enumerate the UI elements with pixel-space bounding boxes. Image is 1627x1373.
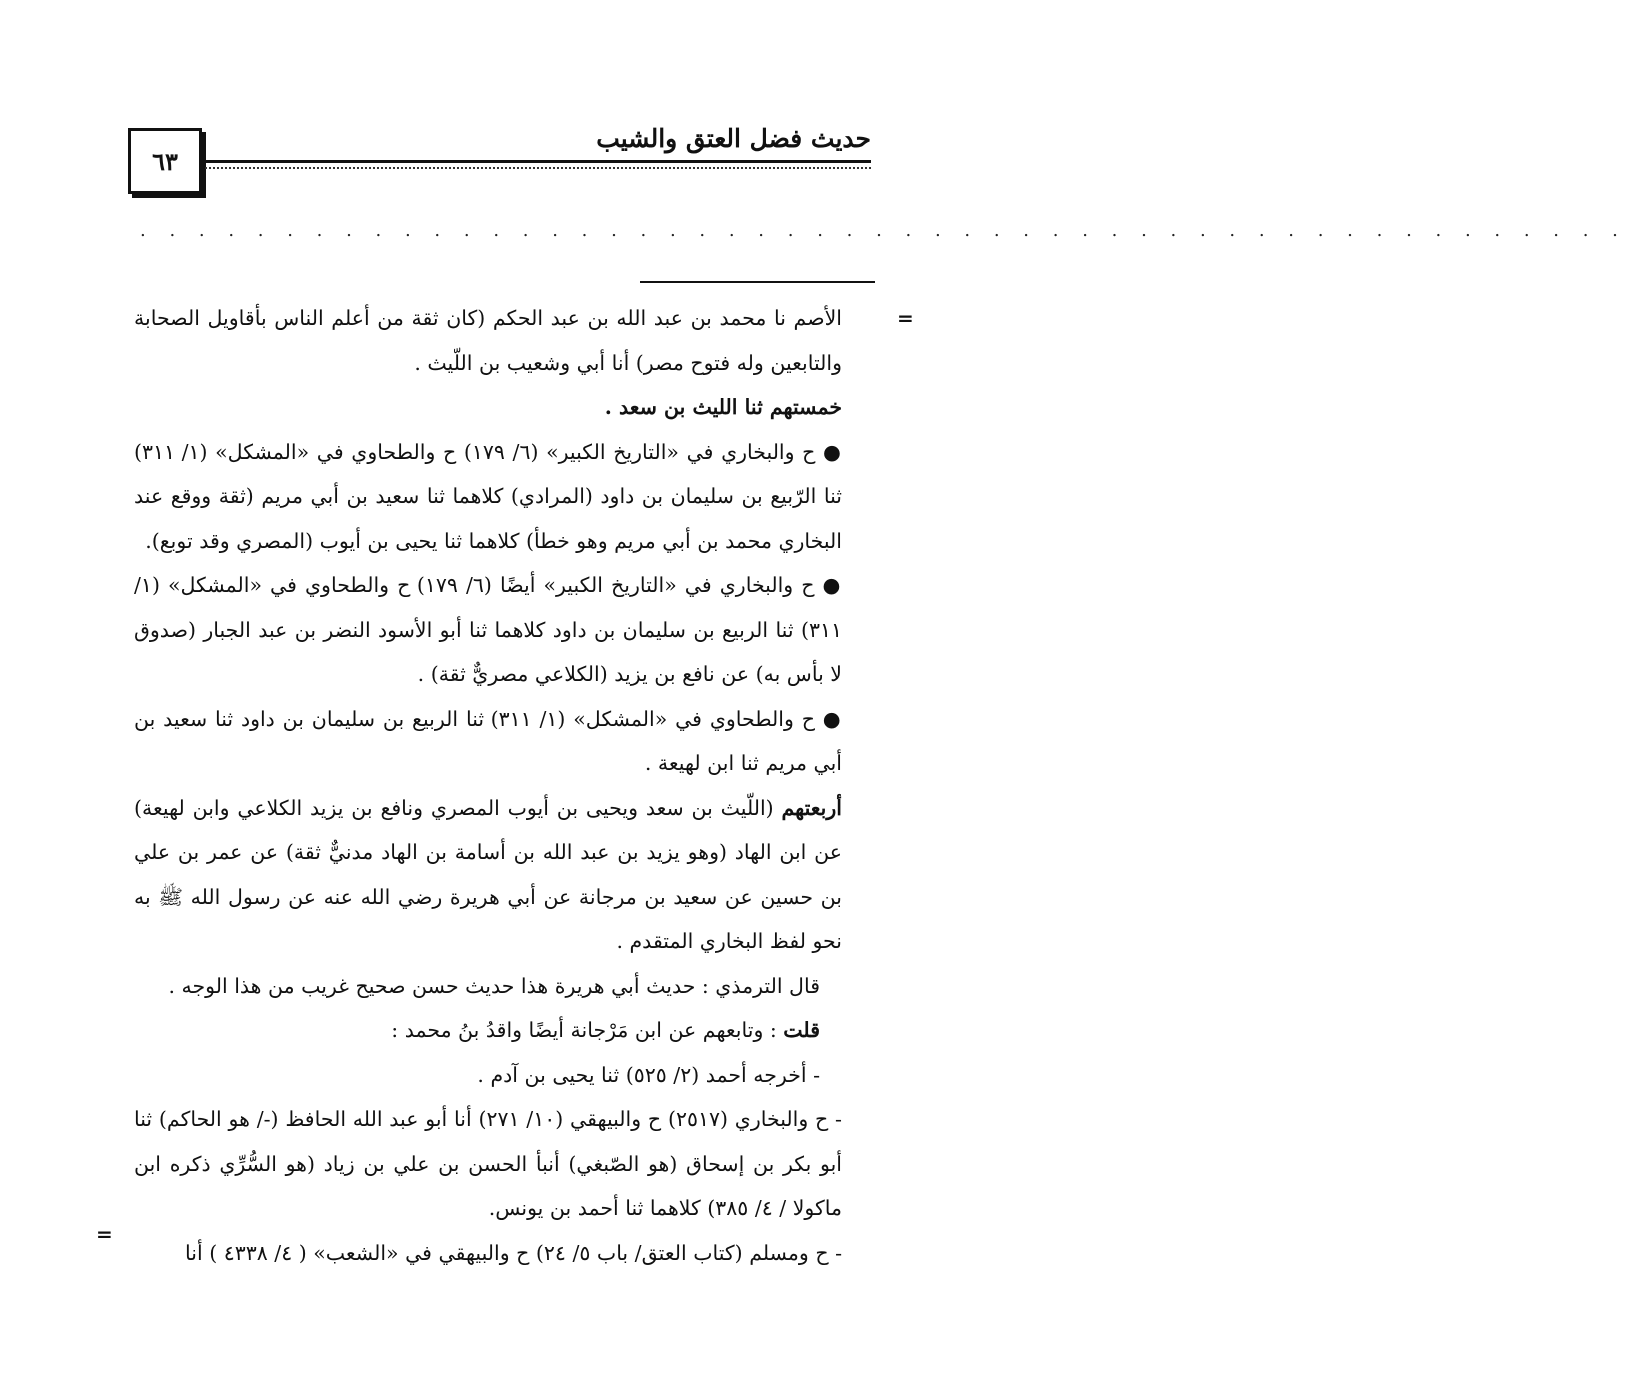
paragraph-text: - ح ومسلم (كتاب العتق/ باب ٥/ ٢٤) ح والبيهقي في «الشعب» ( ٤/ ٤٣٣٨ ) أنا	[185, 1240, 842, 1265]
paragraph	[134, 430, 842, 564]
paragraph-text: قال الترمذي : حديث أبي هريرة هذا حديث حسن صحيح غريب من هذا الوجه .	[168, 973, 820, 998]
paragraph-text: (اللّيث بن سعد ويحيى بن أيوب المصري ونافع بن يزيد الكلاعي وابن لهيعة) عن ابن الهاد (وهو يزيد بن عبد الله بن أسامة بن الهاد مدنيٌّ ثقة) عن عمر بن علي بن حسين عن سعيد بن مرجانة عن أبي هريرة رضي الله عنه عن رسول الله ﷺ به نحو لفظ البخاري المتقدم .	[134, 795, 842, 953]
paragraph-text: - ح والبخاري (٢٥١٧) ح والبيهقي (١٠/ ٢٧١) أنا أبو عبد الله الحافظ (-/ هو الحاكم) ثنا أبو بكر بن إسحاق (هو الصّبغي) أنبأ الحسن بن علي بن زياد (هو السُّرِّي ذكره ابن ماكولا / ٤/ ٣٨٥) كلاهما ثنا أحمد بن يونس.	[134, 1107, 842, 1220]
paragraph-text: الأصم نا محمد بن عبد الله بن عبد الحكم (كان ثقة من أعلم الناس بأقاويل الصحابة والتابعين وله فتوح مصر) أنا أبي وشعيب بن اللّيث .	[134, 306, 842, 375]
body-text	[134, 296, 842, 1275]
paragraph	[134, 697, 842, 786]
paragraph	[134, 1231, 842, 1276]
paragraph-lead: خمستهم ثنا الليث بن سعد .	[604, 395, 842, 419]
paragraph-text: : وتابعهم عن ابن مَرْجانة أيضًا واقدُ بنُ محمد :	[391, 1018, 784, 1042]
page-number: ٦٣	[128, 128, 202, 194]
paragraph-lead: قلت	[783, 1018, 820, 1042]
paragraph-text: - أخرجه أحمد (٢/ ٥٢٥) ثنا يحيى بن آدم .	[477, 1062, 820, 1087]
paragraph-lead: أربعتهم	[781, 795, 842, 820]
paragraph-text: ● ح والبخاري في «التاريخ الكبير» (٦/ ١٧٩) ح والطحاوي في «المشكل» (١/ ٣١١) ثنا الرّبيع بن سليمان بن داود (المرادي) كلاهما ثنا سعيد بن أبي مريم (ثقة ووقع عند البخاري محمد بن أبي مريم وهو خطأ) كلاهما ثنا يحيى بن أيوب (المصري وقد توبع).	[134, 439, 843, 553]
paragraph	[134, 563, 842, 697]
paragraph	[134, 385, 842, 430]
paragraph	[134, 1053, 842, 1098]
paragraph-text: ● ح والبخاري في «التاريخ الكبير» أيضًا (٦/ ١٧٩) ح والطحاوي في «المشكل» (١/ ٣١١) ثنا الربيع بن سليمان بن داود كلاهما ثنا أبو الأسود النضر بن عبد الجبار (صدوق لا بأس به) عن نافع بن يزيد (الكلاعي مصريٌّ ثقة) .	[134, 573, 842, 686]
footnote-rule	[640, 281, 875, 283]
continuation-marker-bottom: =	[96, 1222, 113, 1246]
paragraph	[134, 296, 842, 385]
continuation-marker-top: =	[897, 306, 914, 330]
running-title: حديث فضل العتق والشيب	[596, 124, 871, 153]
paragraph	[134, 1008, 842, 1053]
header-rule	[205, 160, 871, 163]
dotted-separator: . . . . . . . . . . . . . . . . . . . . . . . . . . . . . . . . . . . . . . . . . . . . . . . . . . .	[140, 220, 1627, 241]
header-rule-dotted	[205, 167, 871, 169]
paragraph	[134, 786, 842, 964]
paragraph	[134, 964, 842, 1009]
paragraph-text: ● ح والطحاوي في «المشكل» (١/ ٣١١) ثنا الربيع بن سليمان بن داود ثنا سعيد بن أبي مريم ثنا ابن لهيعة .	[134, 706, 842, 775]
paragraph	[134, 1097, 842, 1231]
